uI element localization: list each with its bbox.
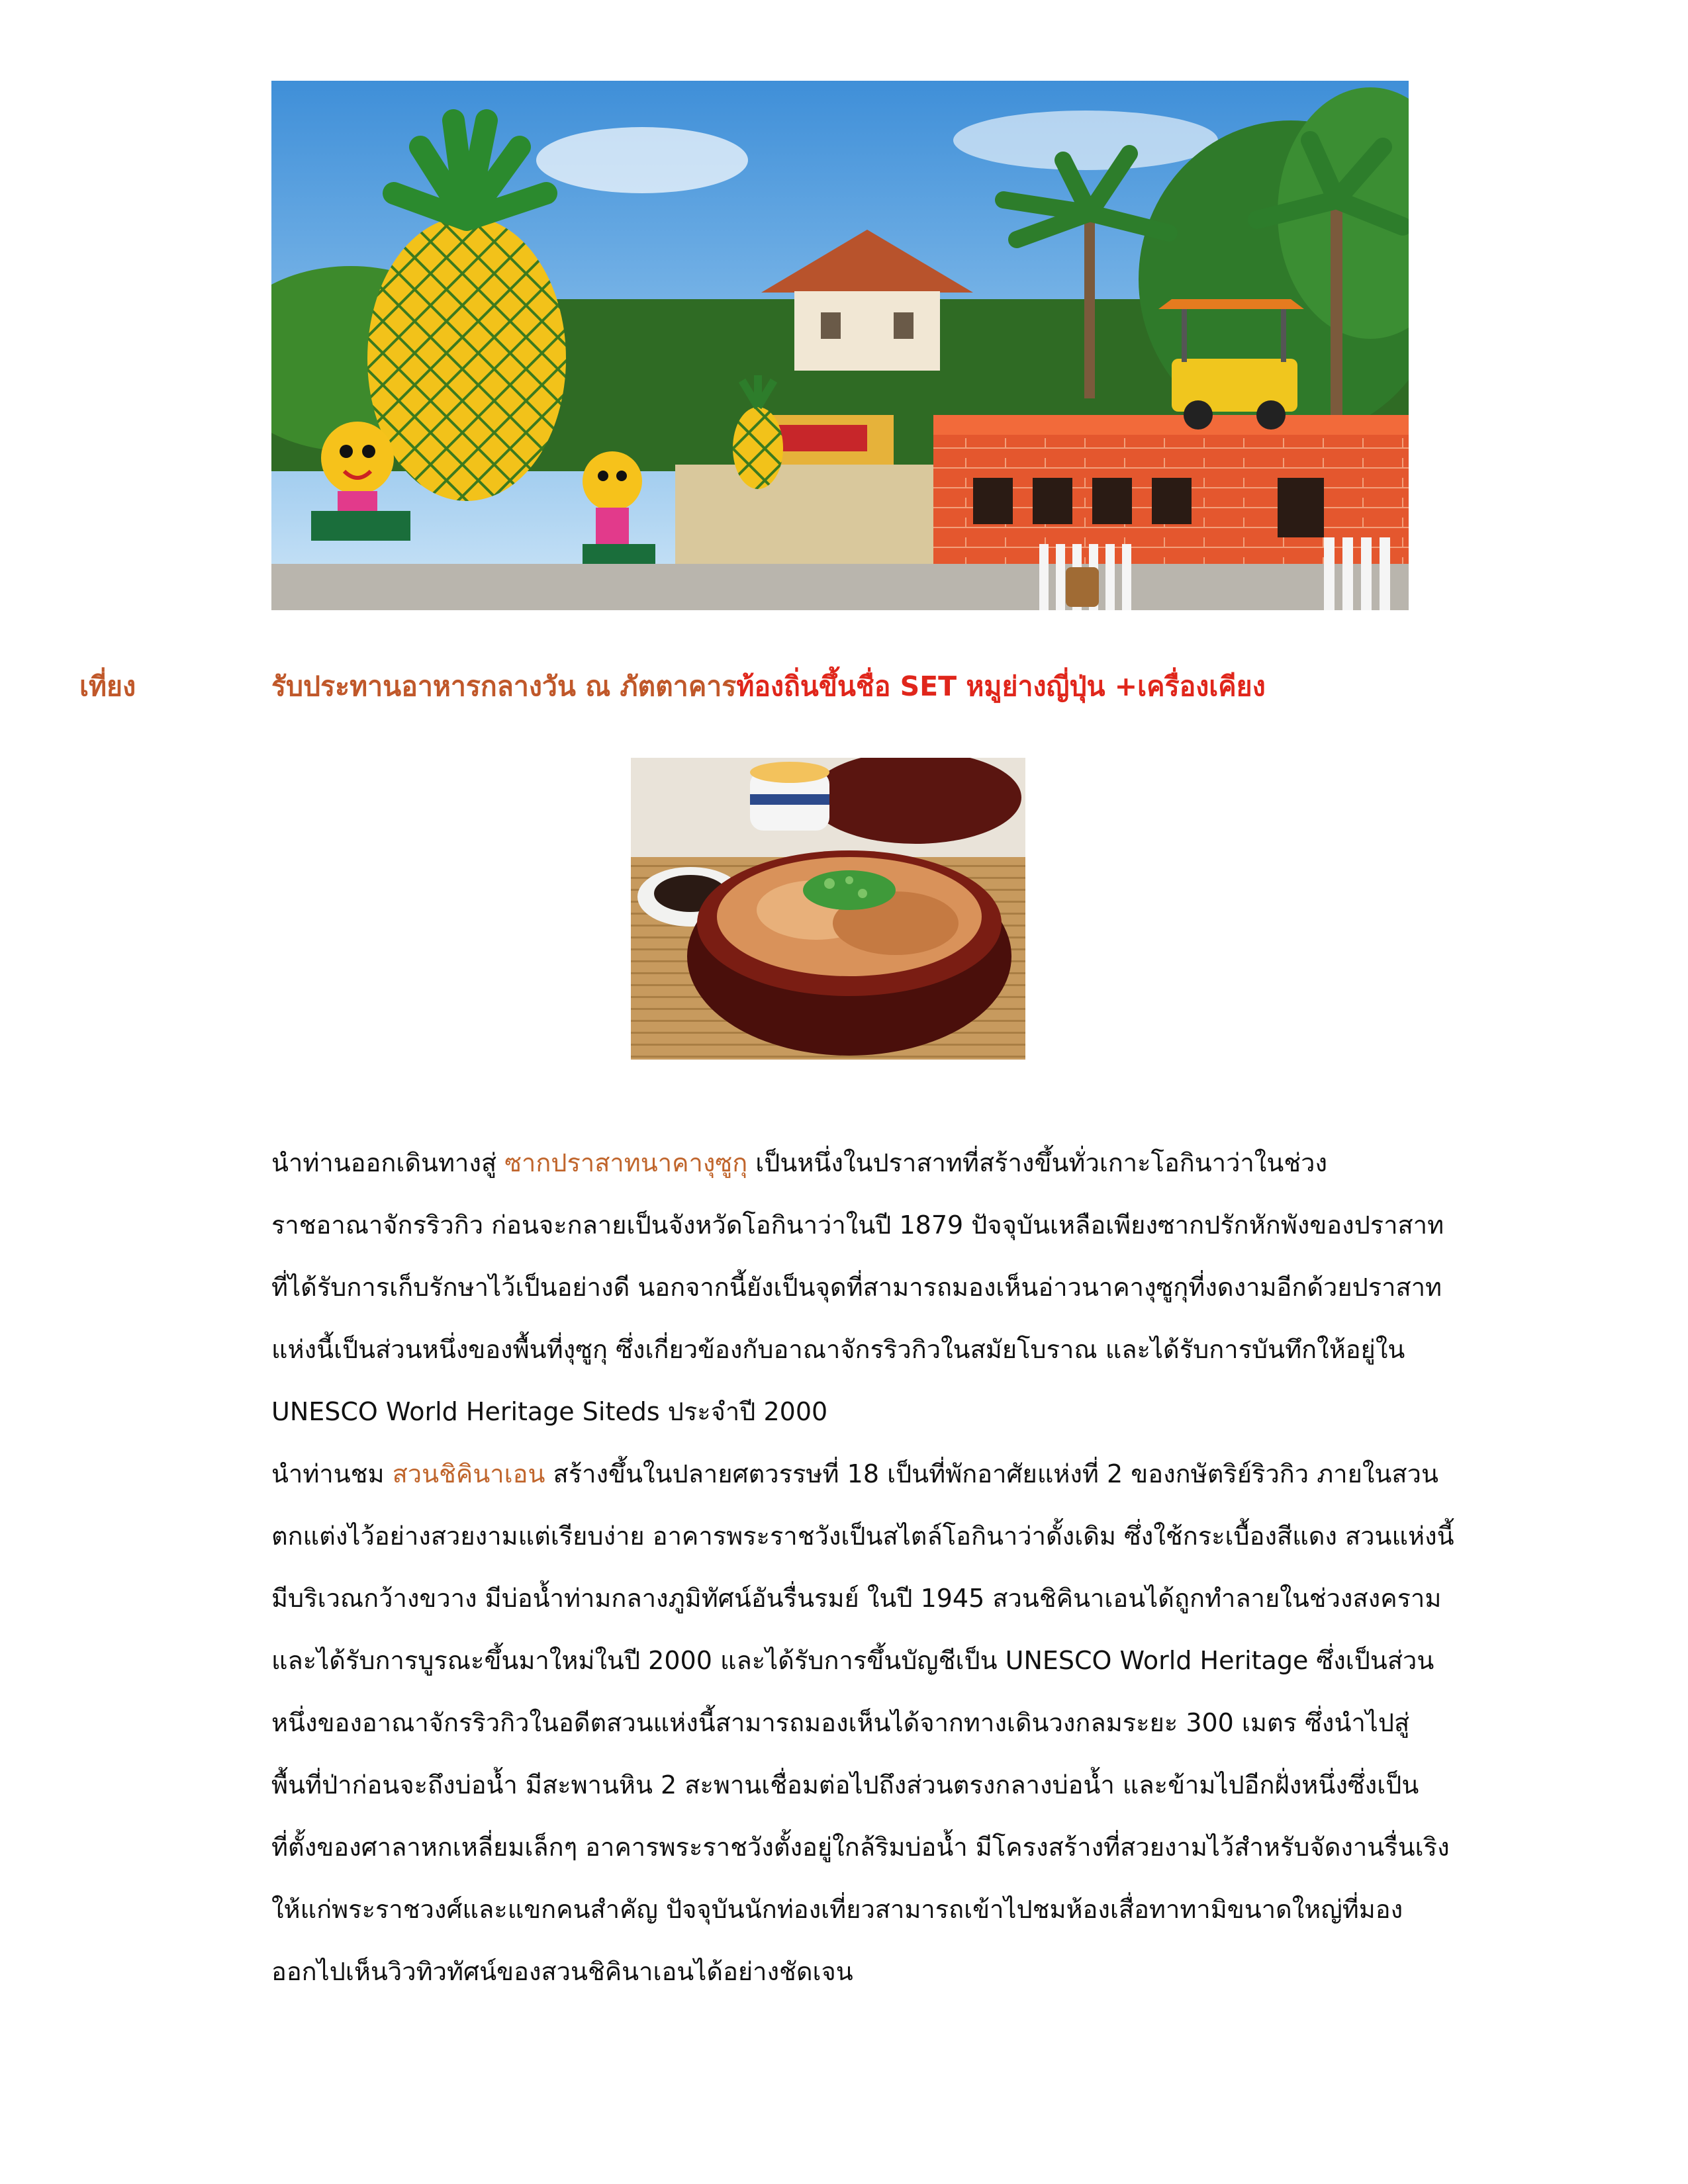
- nakagusuku-paragraph: [271, 1132, 1582, 1443]
- text-line: ออกไปเห็นวิวทิวทัศน์ของสวนชิคินาเอนได้อย่างชัดเจน: [271, 1957, 853, 1986]
- lunch-text-intro: รับประทานอาหารกลางวัน ณ ภัตตาคาร: [271, 670, 737, 702]
- text-line: UNESCO World Heritage Siteds ประจำปี 2000: [271, 1397, 828, 1426]
- paragraph-lead: นำท่านออกเดินทางสู่: [271, 1148, 505, 1177]
- place-name-shikinaen: สวนชิคินาเอน: [392, 1459, 545, 1488]
- pineapple-park-photo: [271, 81, 1409, 610]
- text-line: แห่งนี้เป็นส่วนหนึ่งของพื้นที่งุซูกุ ซึ่งเกี่ยวข้องกับอาณาจักรริวกิวในสมัยโบราณ และได้รับการบันทึกให้อยู่ใน: [271, 1335, 1405, 1364]
- text-line: ที่ได้รับการเก็บรักษาไว้เป็นอย่างดี นอกจากนี้ยังเป็นจุดที่สามารถมองเห็นอ่าวนาคางุซูกุที่งดงามอีกด้วยปราสาท: [271, 1273, 1442, 1302]
- pineapple-park-illustration: [271, 81, 1409, 610]
- lunch-description: [271, 665, 1266, 708]
- shikinaen-paragraph: [271, 1443, 1582, 2003]
- text-line: และได้รับการบูรณะขึ้นมาใหม่ในปี 2000 และได้รับการขึ้นบัญชีเป็น UNESCO World Heritage ซึ่งเป็นส่วน: [271, 1646, 1434, 1675]
- text-line: ให้แก่พระราชวงศ์และแขกคนสำคัญ ปัจจุบันนักท่องเที่ยวสามารถเข้าไปชมห้องเสื่อทาทามิขนาดใหญ่ที่มอง: [271, 1895, 1403, 1924]
- text-line: พื้นที่ป่าก่อนจะถึงบ่อน้ำ มีสะพานหิน 2 สะพานเชื่อมต่อไปถึงส่วนตรงกลางบ่อน้ำ และข้ามไปอีกฝั่งหนึ่งซึ่งเป็น: [271, 1770, 1419, 1799]
- paragraph-text: สร้างขึ้นในปลายศตวรรษที่ 18 เป็นที่พักอาศัยแห่งที่ 2 ของกษัตริย์ริวกิว ภายในสวน: [545, 1459, 1438, 1488]
- place-name-nakagusuku: ซากปราสาทนาคางุซูกุ: [504, 1148, 748, 1177]
- text-line: ที่ตั้งของศาลาหกเหลี่ยมเล็กๆ อาคารพระราชวังตั้งอยู่ใกล้ริมบ่อน้ำ มีโครงสร้างที่สวยงามไว้สำหรับจัดงานรื่นเริง: [271, 1833, 1450, 1862]
- text-line: มีบริเวณกว้างขวาง มีบ่อน้ำท่ามกลางภูมิทัศน์อันรื่นรมย์ ในปี 1945 สวนชิคินาเอนได้ถูกทำลายในช่วงสงคราม: [271, 1584, 1442, 1613]
- lunch-text-highlight: ท้องถิ่นขึ้นชื่อ SET หมูย่างญี่ปุ่น +เครื่องเคียง: [736, 670, 1266, 702]
- paragraph-lead: นำท่านชม: [271, 1459, 393, 1488]
- pork-rice-bowl-photo: [631, 758, 1025, 1060]
- meal-time-label: เที่ยง: [79, 670, 136, 702]
- paragraph-text: เป็นหนึ่งในปราสาทที่สร้างขึ้นทั่วเกาะโอกินาว่าในช่วง: [747, 1148, 1328, 1177]
- text-line: หนึ่งของอาณาจักรริวกิวในอดีตสวนแห่งนี้สามารถมองเห็นได้จากทางเดินวงกลมระยะ 300 เมตร ซึ่งนำไปสู่: [271, 1708, 1410, 1737]
- text-line: ตกแต่งไว้อย่างสวยงามแต่เรียบง่าย อาคารพระราชวังเป็นสไตล์โอกินาว่าดั้งเดิม ซึ่งใช้กระเบื้องสีแดง สวนแห่งนี้: [271, 1522, 1454, 1551]
- text-line: [271, 1443, 1582, 1505]
- itinerary-body: [271, 1132, 1582, 2003]
- text-line: [271, 1132, 1582, 1194]
- text-line: ราชอาณาจักรริวกิว ก่อนจะกลายเป็นจังหวัดโอกินาว่าในปี 1879 ปัจจุบันเหลือเพียงซากปรักหักพังของปราสาท: [271, 1210, 1444, 1240]
- rice-bowl-illustration: [631, 758, 1025, 1060]
